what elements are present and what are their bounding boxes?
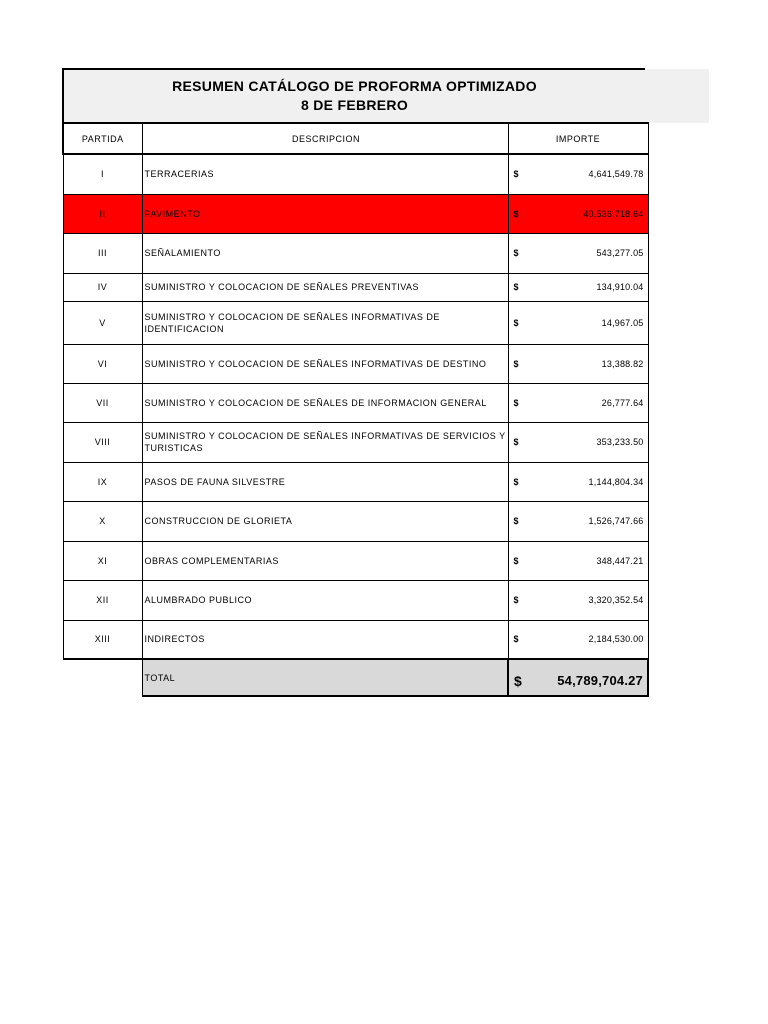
- report-title: RESUMEN CATÁLOGO DE PROFORMA OPTIMIZADO: [172, 78, 537, 94]
- importe-amount: 348,447.21: [596, 555, 644, 566]
- descripcion-cell: SUMINISTRO Y COLOCACION DE SEÑALES INFORMATIVAS DE DESTINO: [142, 344, 508, 383]
- currency-symbol: $: [513, 634, 520, 645]
- partida-cell: I: [63, 154, 142, 194]
- importe-cell: [508, 620, 648, 659]
- currency-symbol: $: [513, 169, 520, 180]
- partida-cell: VI: [63, 344, 142, 383]
- importe-amount: 3,320,352.54: [588, 595, 644, 605]
- column-header-descripcion: DESCRIPCION: [142, 123, 508, 154]
- table-row: [63, 344, 648, 383]
- currency-symbol: $: [513, 208, 520, 219]
- importe-cell: [508, 580, 648, 620]
- descripcion-cell: PAVIMENTO: [142, 194, 508, 233]
- partida-cell: III: [63, 233, 142, 273]
- importe-amount: 134,910.04: [596, 282, 644, 292]
- importe-amount: 40,536,718.64: [583, 208, 644, 219]
- currency-symbol: $: [513, 358, 520, 369]
- table-row: [63, 580, 648, 620]
- importe-cell: [508, 383, 648, 422]
- currency-symbol: $: [513, 282, 520, 292]
- descripcion-cell: CONSTRUCCION DE GLORIETA: [142, 501, 508, 541]
- total-blank-cell: [63, 659, 142, 696]
- importe-cell: [508, 501, 648, 541]
- importe-amount: 13,388.82: [601, 358, 644, 369]
- descripcion-cell: ALUMBRADO PUBLICO: [142, 580, 508, 620]
- descripcion-cell: PASOS DE FAUNA SILVESTRE: [142, 462, 508, 501]
- total-importe-cell: [508, 659, 648, 696]
- table-row: [63, 273, 648, 301]
- partida-cell: VIII: [63, 422, 142, 462]
- report-date: 8 DE FEBRERO: [300, 97, 409, 113]
- currency-symbol: $: [513, 555, 520, 566]
- table-row: [63, 462, 648, 501]
- descripcion-cell: INDIRECTOS: [142, 620, 508, 659]
- currency-symbol: $: [513, 317, 520, 328]
- importe-amount: 353,233.50: [596, 437, 644, 447]
- summary-table: [62, 122, 649, 697]
- partida-cell: X: [63, 501, 142, 541]
- partida-cell: IX: [63, 462, 142, 501]
- descripcion-cell: SUMINISTRO Y COLOCACION DE SEÑALES PREVENTIVAS: [142, 273, 508, 301]
- importe-amount: 543,277.05: [596, 248, 644, 258]
- importe-cell: [508, 233, 648, 273]
- descripcion-cell: SUMINISTRO Y COLOCACION DE SEÑALES DE INFORMACION GENERAL: [142, 383, 508, 422]
- currency-symbol: $: [513, 397, 520, 408]
- descripcion-cell: SUMINISTRO Y COLOCACION DE SEÑALES INFORMATIVAS DE IDENTIFICACION: [142, 301, 508, 344]
- descripcion-cell: SEÑALAMIENTO: [142, 233, 508, 273]
- importe-amount: 2,184,530.00: [588, 634, 644, 645]
- partida-cell: XI: [63, 541, 142, 580]
- table-row: [63, 620, 648, 659]
- currency-symbol: $: [513, 437, 520, 447]
- currency-symbol: $: [513, 516, 520, 526]
- column-header-partida: PARTIDA: [63, 123, 142, 154]
- table-header-row: [63, 123, 648, 154]
- table-row: [63, 301, 648, 344]
- table-row: [63, 541, 648, 580]
- partida-cell: XIII: [63, 620, 142, 659]
- importe-cell: [508, 154, 648, 194]
- table-row: [63, 154, 648, 194]
- partida-cell: IV: [63, 273, 142, 301]
- table-row: [63, 194, 648, 233]
- importe-cell: [508, 194, 648, 233]
- importe-amount: 26,777.64: [601, 397, 644, 408]
- importe-cell: [508, 541, 648, 580]
- descripcion-cell: OBRAS COMPLEMENTARIAS: [142, 541, 508, 580]
- currency-symbol: $: [513, 476, 520, 487]
- partida-cell: VII: [63, 383, 142, 422]
- importe-cell: [508, 344, 648, 383]
- column-header-importe: IMPORTE: [508, 123, 648, 154]
- table-row: [63, 383, 648, 422]
- total-row: [63, 659, 648, 696]
- currency-symbol: $: [513, 595, 520, 605]
- importe-amount: 1,144,804.34: [588, 476, 644, 487]
- importe-amount: 1,526,747.66: [588, 516, 644, 526]
- title-box: [62, 68, 645, 122]
- total-currency-symbol: $: [514, 672, 523, 689]
- currency-symbol: $: [513, 248, 520, 258]
- importe-cell: [508, 301, 648, 344]
- partida-cell: XII: [63, 580, 142, 620]
- table-row: [63, 501, 648, 541]
- descripcion-cell: TERRACERIAS: [142, 154, 508, 194]
- partida-cell: V: [63, 301, 142, 344]
- importe-cell: [508, 462, 648, 501]
- table-row: [63, 233, 648, 273]
- importe-cell: [508, 273, 648, 301]
- descripcion-cell: SUMINISTRO Y COLOCACION DE SEÑALES INFORMATIVAS DE SERVICIOS Y TURISTICAS: [142, 422, 508, 462]
- importe-amount: 14,967.05: [601, 317, 644, 328]
- table-row: [63, 422, 648, 462]
- importe-amount: 4,641,549.78: [588, 169, 644, 180]
- importe-cell: [508, 422, 648, 462]
- total-amount: 54,789,704.27: [557, 673, 643, 688]
- partida-cell: II: [63, 194, 142, 233]
- total-label: TOTAL: [142, 659, 508, 696]
